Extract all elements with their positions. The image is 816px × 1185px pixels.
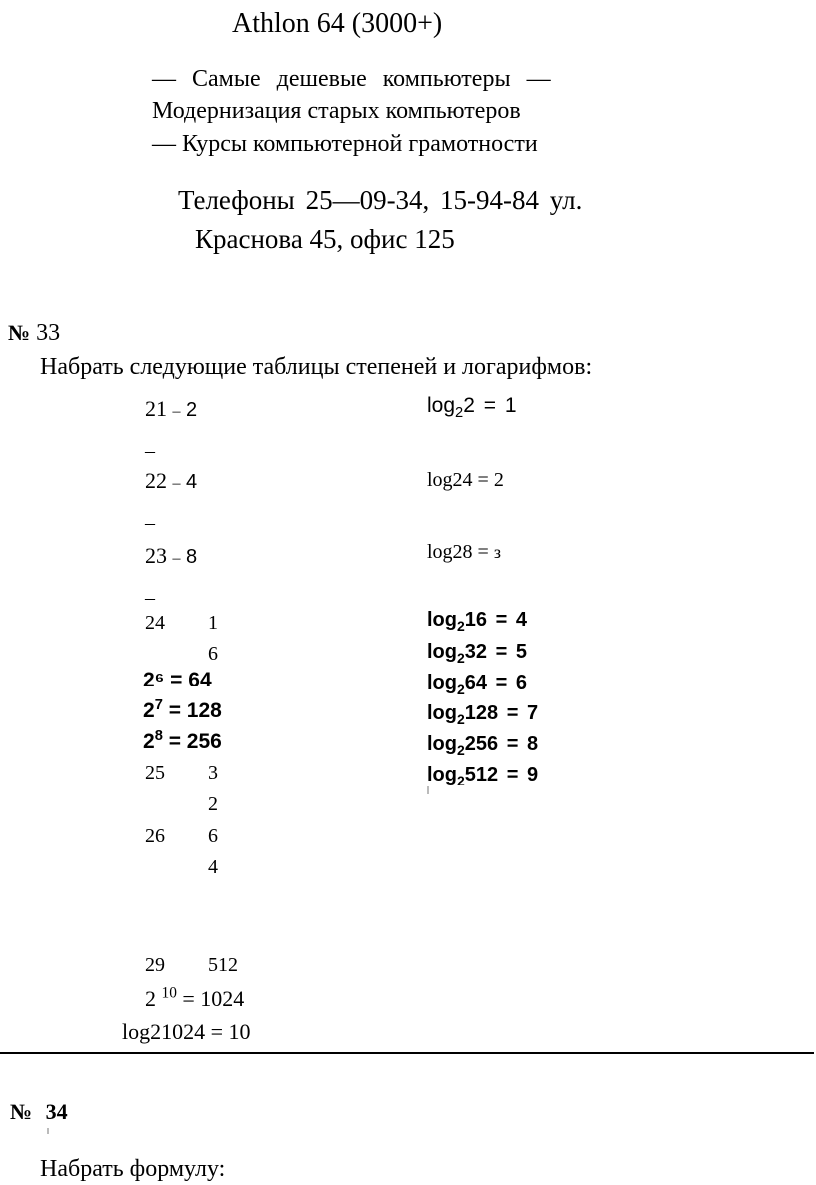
log-7-sub: 2 (457, 711, 465, 727)
log-6-rest: 64 = 6 (464, 672, 527, 694)
power-10-base: 2 (145, 986, 156, 1011)
log-9-log: log (427, 765, 457, 785)
log-6-sub: 2 (457, 681, 465, 697)
power-row-7 (143, 697, 222, 722)
log-4-rest: 16 = 4 (464, 609, 527, 631)
power-5-v1: 3 (208, 762, 218, 784)
power-1-value: 2 (186, 399, 198, 421)
ad-line-courses: — Курсы компьютерной грамотности (152, 131, 538, 157)
power-row-1 (145, 398, 197, 420)
log-7-rest: 128 = 7 (464, 702, 539, 724)
power-26-v2: 4 (208, 856, 218, 878)
power-row-10 (145, 984, 245, 1011)
power-4-v2: 6 (208, 643, 218, 665)
power-row-3 (145, 545, 197, 567)
power-8-rest: = 256 (162, 730, 222, 753)
power-1-left: 21 (145, 396, 167, 421)
power-5-v2: 2 (208, 793, 218, 815)
power-3-sym: – (172, 550, 181, 567)
power-7-exp: 7 (154, 697, 163, 713)
log-row-7 (427, 702, 539, 727)
power-10-exp: 10 (161, 984, 177, 1002)
log-5-rest: 32 = 5 (464, 641, 527, 663)
power-row-8 (143, 728, 222, 753)
power-10-rest: = 1024 (176, 986, 245, 1011)
log-4-sub: 2 (457, 618, 465, 634)
power-3-left: 23 (145, 543, 167, 568)
log-9-rest: 512 = 9 (464, 765, 539, 785)
ad-line-modernization: Модернизация старых компьютеров (152, 98, 521, 124)
power-8-base: 2 (143, 730, 155, 753)
power-8-exp: 8 (154, 728, 163, 744)
log-row-3 (427, 542, 501, 562)
power-4-left: 24 (145, 612, 165, 634)
power-26-v1: 6 (208, 825, 218, 847)
power-1-under: – (145, 440, 155, 462)
power-2-value: 4 (186, 471, 198, 493)
log-row-2: log24 = 2 (427, 469, 504, 491)
task-33-number-digits: 33 (30, 320, 61, 346)
ad-address: Краснова 45, офис 125 (195, 224, 455, 254)
power-1-sym: – (172, 403, 181, 420)
scan-speck (427, 786, 429, 794)
power-7-base: 2 (143, 699, 155, 722)
log-1-rest: 2 = 1 (463, 394, 517, 417)
log-1-sub: 2 (455, 405, 464, 422)
power-9-left: 29 (145, 954, 165, 976)
log-1-log: log (427, 394, 456, 417)
log-8-sub: 2 (457, 742, 465, 758)
power-row-6: 2⁶ = 64 (143, 670, 212, 686)
log-9-sub: 2 (457, 773, 465, 785)
log-row-9 (427, 765, 538, 785)
log-8-log: log (427, 733, 457, 755)
log-3-text: log28 = (427, 541, 489, 563)
ad-title: Athlon 64 (3000+) (232, 8, 443, 39)
ad-phones: Телефоны 25—09-34, 15-94-84 ул. (178, 185, 583, 215)
task-33-number-sign: № (8, 320, 31, 345)
section-divider (0, 1052, 814, 1054)
log-row-6 (427, 672, 527, 697)
power-row-2 (145, 470, 197, 492)
power-2-left: 22 (145, 468, 167, 493)
task-33-number (8, 321, 60, 345)
power-2-sym: – (172, 475, 181, 492)
log-row-1 (427, 394, 517, 422)
task-34-number: № 34 (10, 1099, 68, 1124)
power-2-under: – (145, 512, 155, 534)
log-5-sub: 2 (457, 650, 465, 666)
power-5-left: 25 (145, 762, 165, 784)
log-row-4 (427, 609, 527, 634)
power-3-value: 8 (186, 546, 198, 568)
power-4-v1: 1 (208, 612, 218, 634)
log-8-rest: 256 = 8 (464, 733, 539, 755)
power-9-value: 512 (208, 954, 238, 976)
log-6-log: log (427, 672, 457, 694)
log-7-log: log (427, 702, 457, 724)
task-33-instruction: Набрать следующие таблицы степеней и логарифмов: (40, 354, 593, 380)
log-5-log: log (427, 641, 457, 663)
power-3-under: – (145, 587, 155, 609)
power-26-left: 26 (145, 825, 165, 847)
task-34-instruction: Набрать формулу: (40, 1156, 226, 1182)
log-row-8 (427, 733, 539, 758)
power-7-rest: = 128 (162, 699, 222, 722)
log-3-val: з (493, 542, 501, 562)
scan-speck-2 (47, 1128, 49, 1134)
ad-line-cheap-computers: — Самые дешевые компьютеры — (152, 66, 551, 92)
log-4-log: log (427, 609, 457, 631)
log-row-5 (427, 641, 527, 666)
log-1024-row: log21024 = 10 (122, 1019, 251, 1044)
